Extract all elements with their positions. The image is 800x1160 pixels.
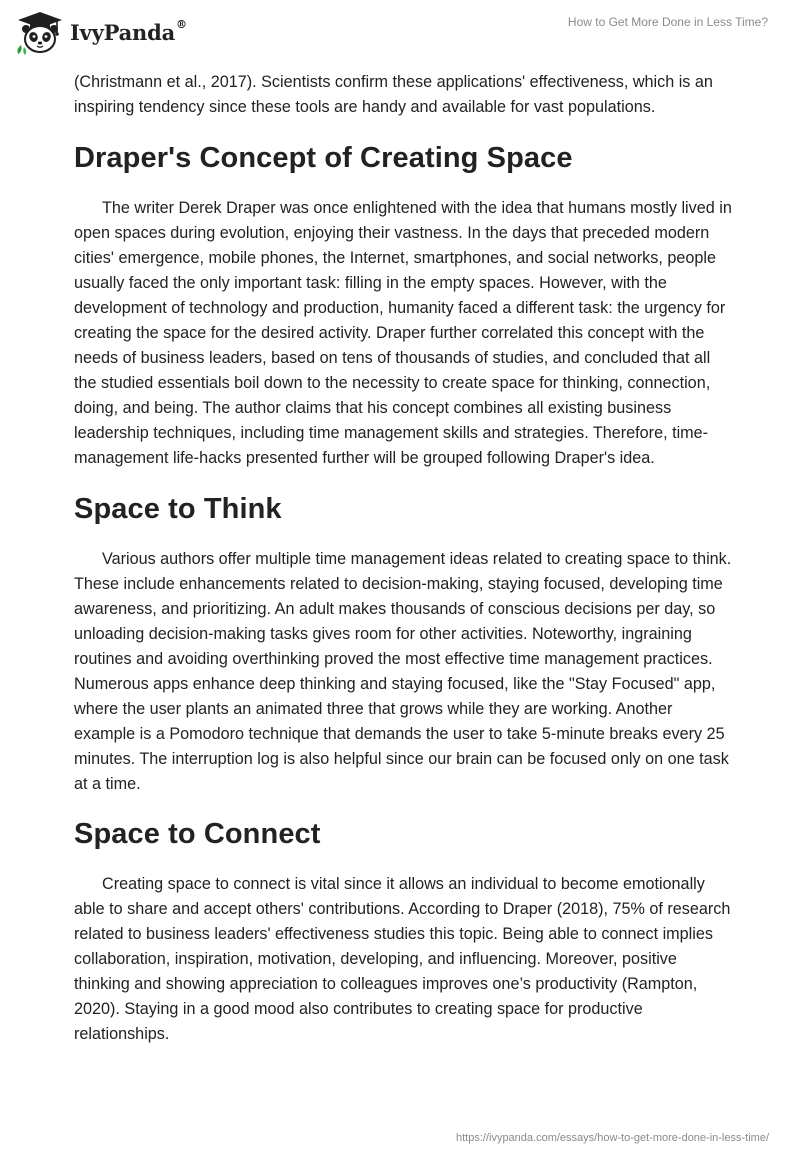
page-header xyxy=(0,0,800,62)
section-paragraph-space-to-connect: Creating space to connect is vital since it allows an individual to become emotionally able to share and accept others' contributions. According to Draper (2018), 75% of research related to business leaders' effectiveness studies this topic. Being able to connect implies collaboration, inspiration, motivation, developing, and influencing. Moreover, positive thinking and showing appreciation to colleagues improves one’s productivity (Rampton, 2020). Staying in a good mood also contributes to creating space for productive relationships. xyxy=(74,875,731,1043)
section-heading-draper-concept: Draper's Concept of Creating Space xyxy=(74,142,573,174)
section-paragraph-space-to-think: Various authors offer multiple time management ideas related to creating space to think. These include enhancements related to decision-making, staying focused, developing time awareness, and prioritizing. An adult makes thousands of conscious decisions per day, so unloading decision-making tasks gives room for other activities. Noteworthy, ingraining routines and avoiding overthinking proved the most effective time management practices. Numerous apps enhance deep thinking and staying focused, like the "Stay Focused" app, where the user plants an animated three that grows while they are working. Another example is a Pomodoro technique that demands the user to take 5-minute breaks every 25 minutes. The interruption log is also helpful since our brain can be focused only on one task at a time. xyxy=(74,550,732,793)
section-paragraph-draper-concept: The writer Derek Draper was once enlightened with the idea that humans mostly lived in open spaces during evolution, enjoying their vastness. In the days that preceded modern cities' emergence, mobile phones, the Internet, smartphones, and social networks, people usually faced the only important task: filling in the empty spaces. However, with the development of technology and production, humanity faced a different task: the urgency for creating the space for the desired activity. Draper further correlated this concept with the needs of business leaders, based on tens of thousands of studies, and concluded that all the studied essentials boil down to the necessity to create space for thinking, connection, doing, and being. The author claims that his concept combines all existing business leadership techniques, including time management skills and strategies. Therefore, time-management life-hacks presented further will be grouped following Draper's idea. xyxy=(74,199,732,467)
document-title: How to Get More Done in Less Time? xyxy=(567,15,768,29)
section-heading-space-to-connect: Space to Connect xyxy=(74,818,321,850)
essay-content xyxy=(74,70,734,1047)
ivypanda-logo[interactable] xyxy=(14,8,187,56)
source-url-link[interactable]: https://ivypanda.com/essays/how-to-get-more-done-in-less-time/ xyxy=(455,1132,769,1144)
panda-graduation-cap-icon xyxy=(14,9,66,55)
registered-mark: ® xyxy=(176,17,187,31)
section-heading-space-to-think: Space to Think xyxy=(74,493,282,525)
brand-name: IvyPanda® xyxy=(70,17,187,45)
intro-paragraph: (Christmann et al., 2017). Scientists confirm these applications' effectiveness, which is an inspiring tendency since these tools are handy and available for vast populations. xyxy=(74,73,713,116)
